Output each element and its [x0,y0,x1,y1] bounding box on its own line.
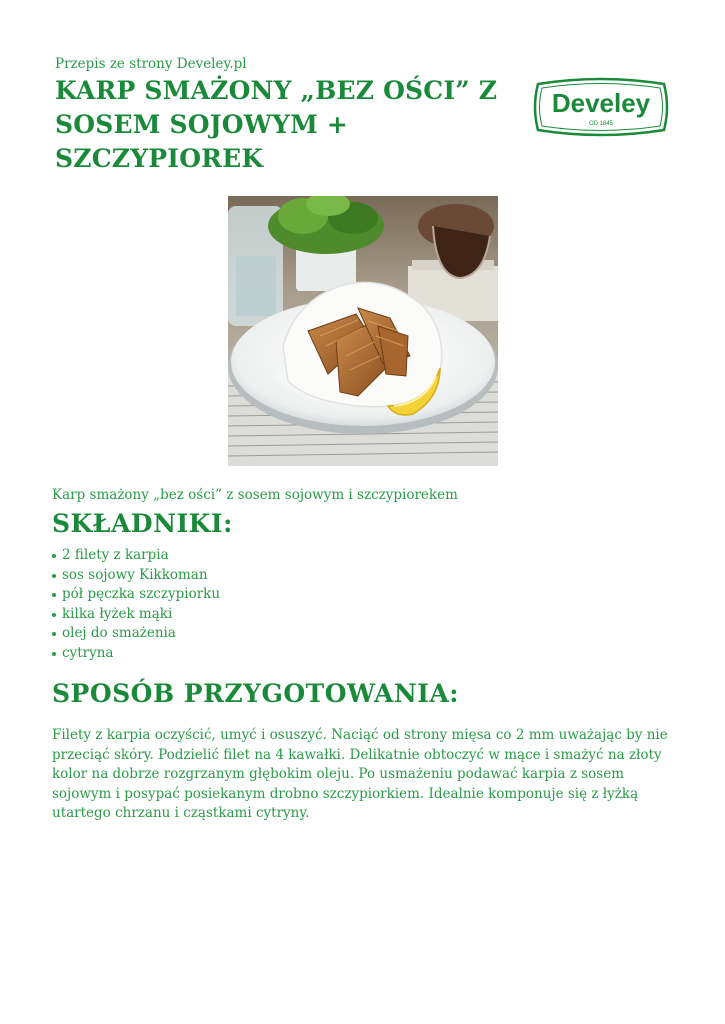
ingredient-text: cytryna [62,644,114,661]
ingredient-text: kilka łyżek mąki [62,605,173,622]
ingredients-list [52,546,220,664]
ingredient-text: 2 filety z karpia [62,547,169,563]
list-item [52,585,220,605]
ingredient-text: sos sojowy Kikkoman [62,566,208,583]
list-item [52,546,220,566]
bullet-icon [52,593,56,597]
ingredients-heading: SKŁADNIKI: [52,509,233,538]
recipe-title: KARP SMAŻONY „BEZ OŚCI” Z SOSEM SOJOWYM + SZCZYPIOREK [55,76,498,173]
develey-logo [532,76,670,138]
list-item [52,605,220,625]
bullet-icon [52,632,56,636]
fried-carp-image [228,196,498,466]
method-heading: SPOSÓB PRZYGOTOWANIA: [52,679,460,708]
list-item [52,566,220,586]
svg-text:Develey: Develey [551,88,651,118]
list-item [52,624,220,644]
ingredient-text: pół pęczka szczypiorku [62,586,221,603]
ingredient-text: olej do smażenia [62,625,176,642]
svg-text:OD 1845: OD 1845 [588,121,614,127]
bullet-icon [52,613,56,617]
bullet-icon [52,554,56,558]
photo-caption: Karp smażony „bez ości” z sosem sojowym i szczypiorekem [52,487,458,503]
method-text: Filety z karpia oczyścić, umyć i osuszyć. Naciąć od strony mięsa co 2 mm uważając by nie przeciąć skóry. Podzielić filet na 4 kawałki. Delikatnie obtoczyć w mące i smażyć na złoty kolor na dobrze rozgrzanym głębokim oleju. Po usmażeniu podawać karpia z sosem sojowym i posypać posiekanym drobno szczypiorkiem. Idealnie komponuje się z łyżką utartego chrzanu i cząstkami cytryny. [52,727,668,822]
source-line: Przepis ze strony Develey.pl [55,56,247,72]
list-item [52,644,220,664]
bullet-icon [52,574,56,578]
dish-photo [228,196,498,466]
bullet-icon [52,652,56,656]
